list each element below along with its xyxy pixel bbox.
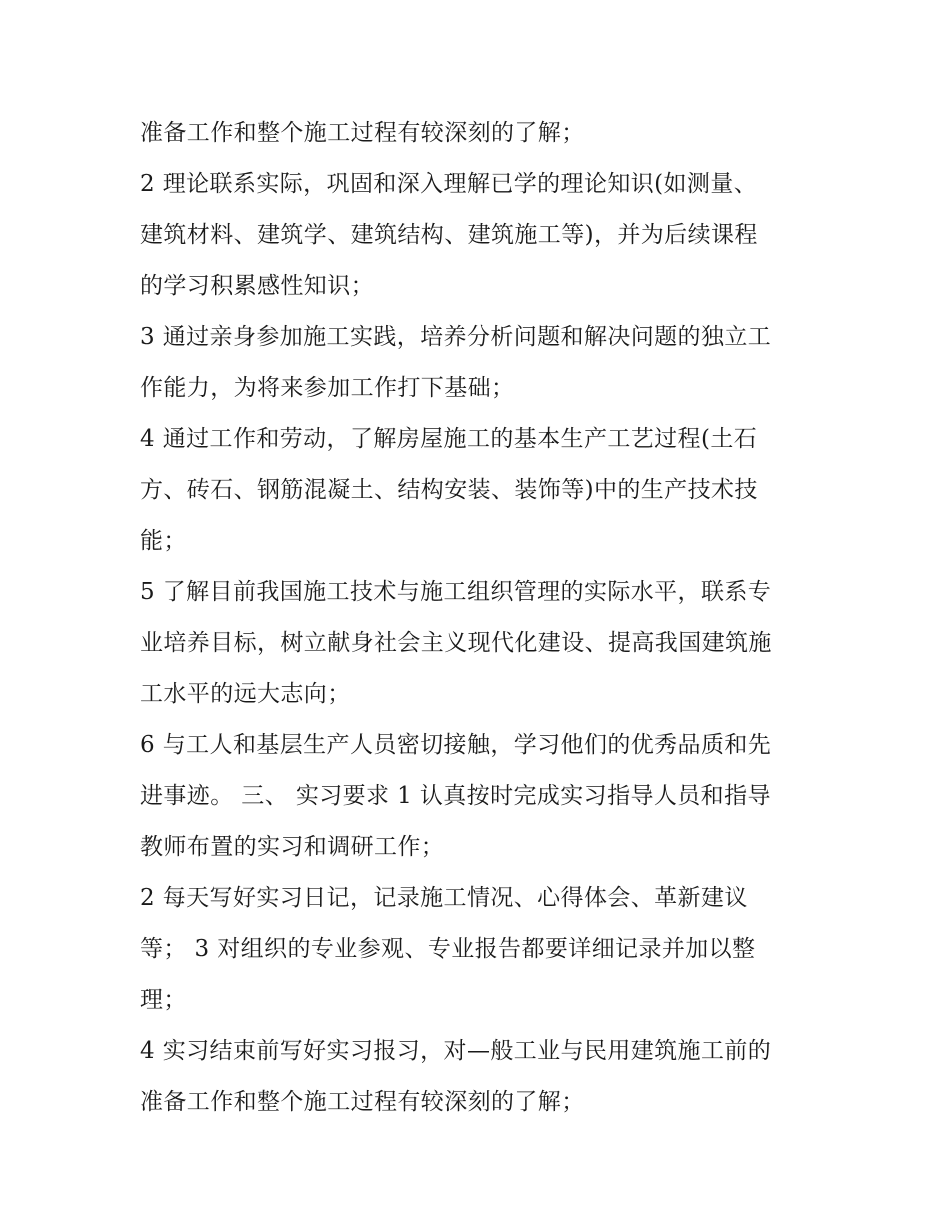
text-line: 3 通过亲身参加施工实践，培养分析问题和解决问题的独立工: [140, 324, 772, 350]
text-line: 等； 3 对组织的专业参观、专业报告都要详细记录并加以整: [140, 936, 756, 962]
text-line: 能；: [140, 528, 187, 554]
text-line: 准备工作和整个施工过程有较深刻的了解；: [140, 120, 585, 146]
text-line: 4 通过工作和劳动，了解房屋施工的基本生产工艺过程(土石: [140, 426, 758, 452]
text-line: 4 实习结束前写好实习报习，对—般工业与民用建筑施工前的: [140, 1038, 772, 1064]
text-line: 建筑材料、建筑学、建筑结构、建筑施工等)，并为后续课程: [140, 222, 758, 248]
text-line: 的学习积累感性知识；: [140, 273, 374, 299]
text-line: 5 了解目前我国施工技术与施工组织管理的实际水平，联系专: [140, 579, 772, 605]
body-text: [140, 108, 840, 1128]
text-line: 2 每天写好实习日记，记录施工情况、心得体会、革新建议: [140, 885, 748, 911]
text-line: 工水平的远大志向；: [140, 681, 351, 707]
text-line: 6 与工人和基层生产人员密切接触，学习他们的优秀品质和先: [140, 732, 772, 758]
text-line: 进事迹。 三、 实习要求 1 认真按时完成实习指导人员和指导: [140, 783, 771, 809]
text-line: 2 理论联系实际，巩固和深入理解已学的理论知识(如测量、: [140, 171, 758, 197]
text-line: 准备工作和整个施工过程有较深刻的了解；: [140, 1089, 585, 1115]
text-line: 理；: [140, 987, 187, 1013]
text-line: 方、砖石、钢筋混凝土、结构安装、装饰等)中的生产技术技: [140, 477, 758, 503]
text-line: 教师布置的实习和调研工作；: [140, 834, 445, 860]
text-line: 作能力，为将来参加工作打下基础；: [140, 375, 515, 401]
text-line: 业培养目标，树立献身社会主义现代化建设、提高我国建筑施: [140, 630, 772, 656]
